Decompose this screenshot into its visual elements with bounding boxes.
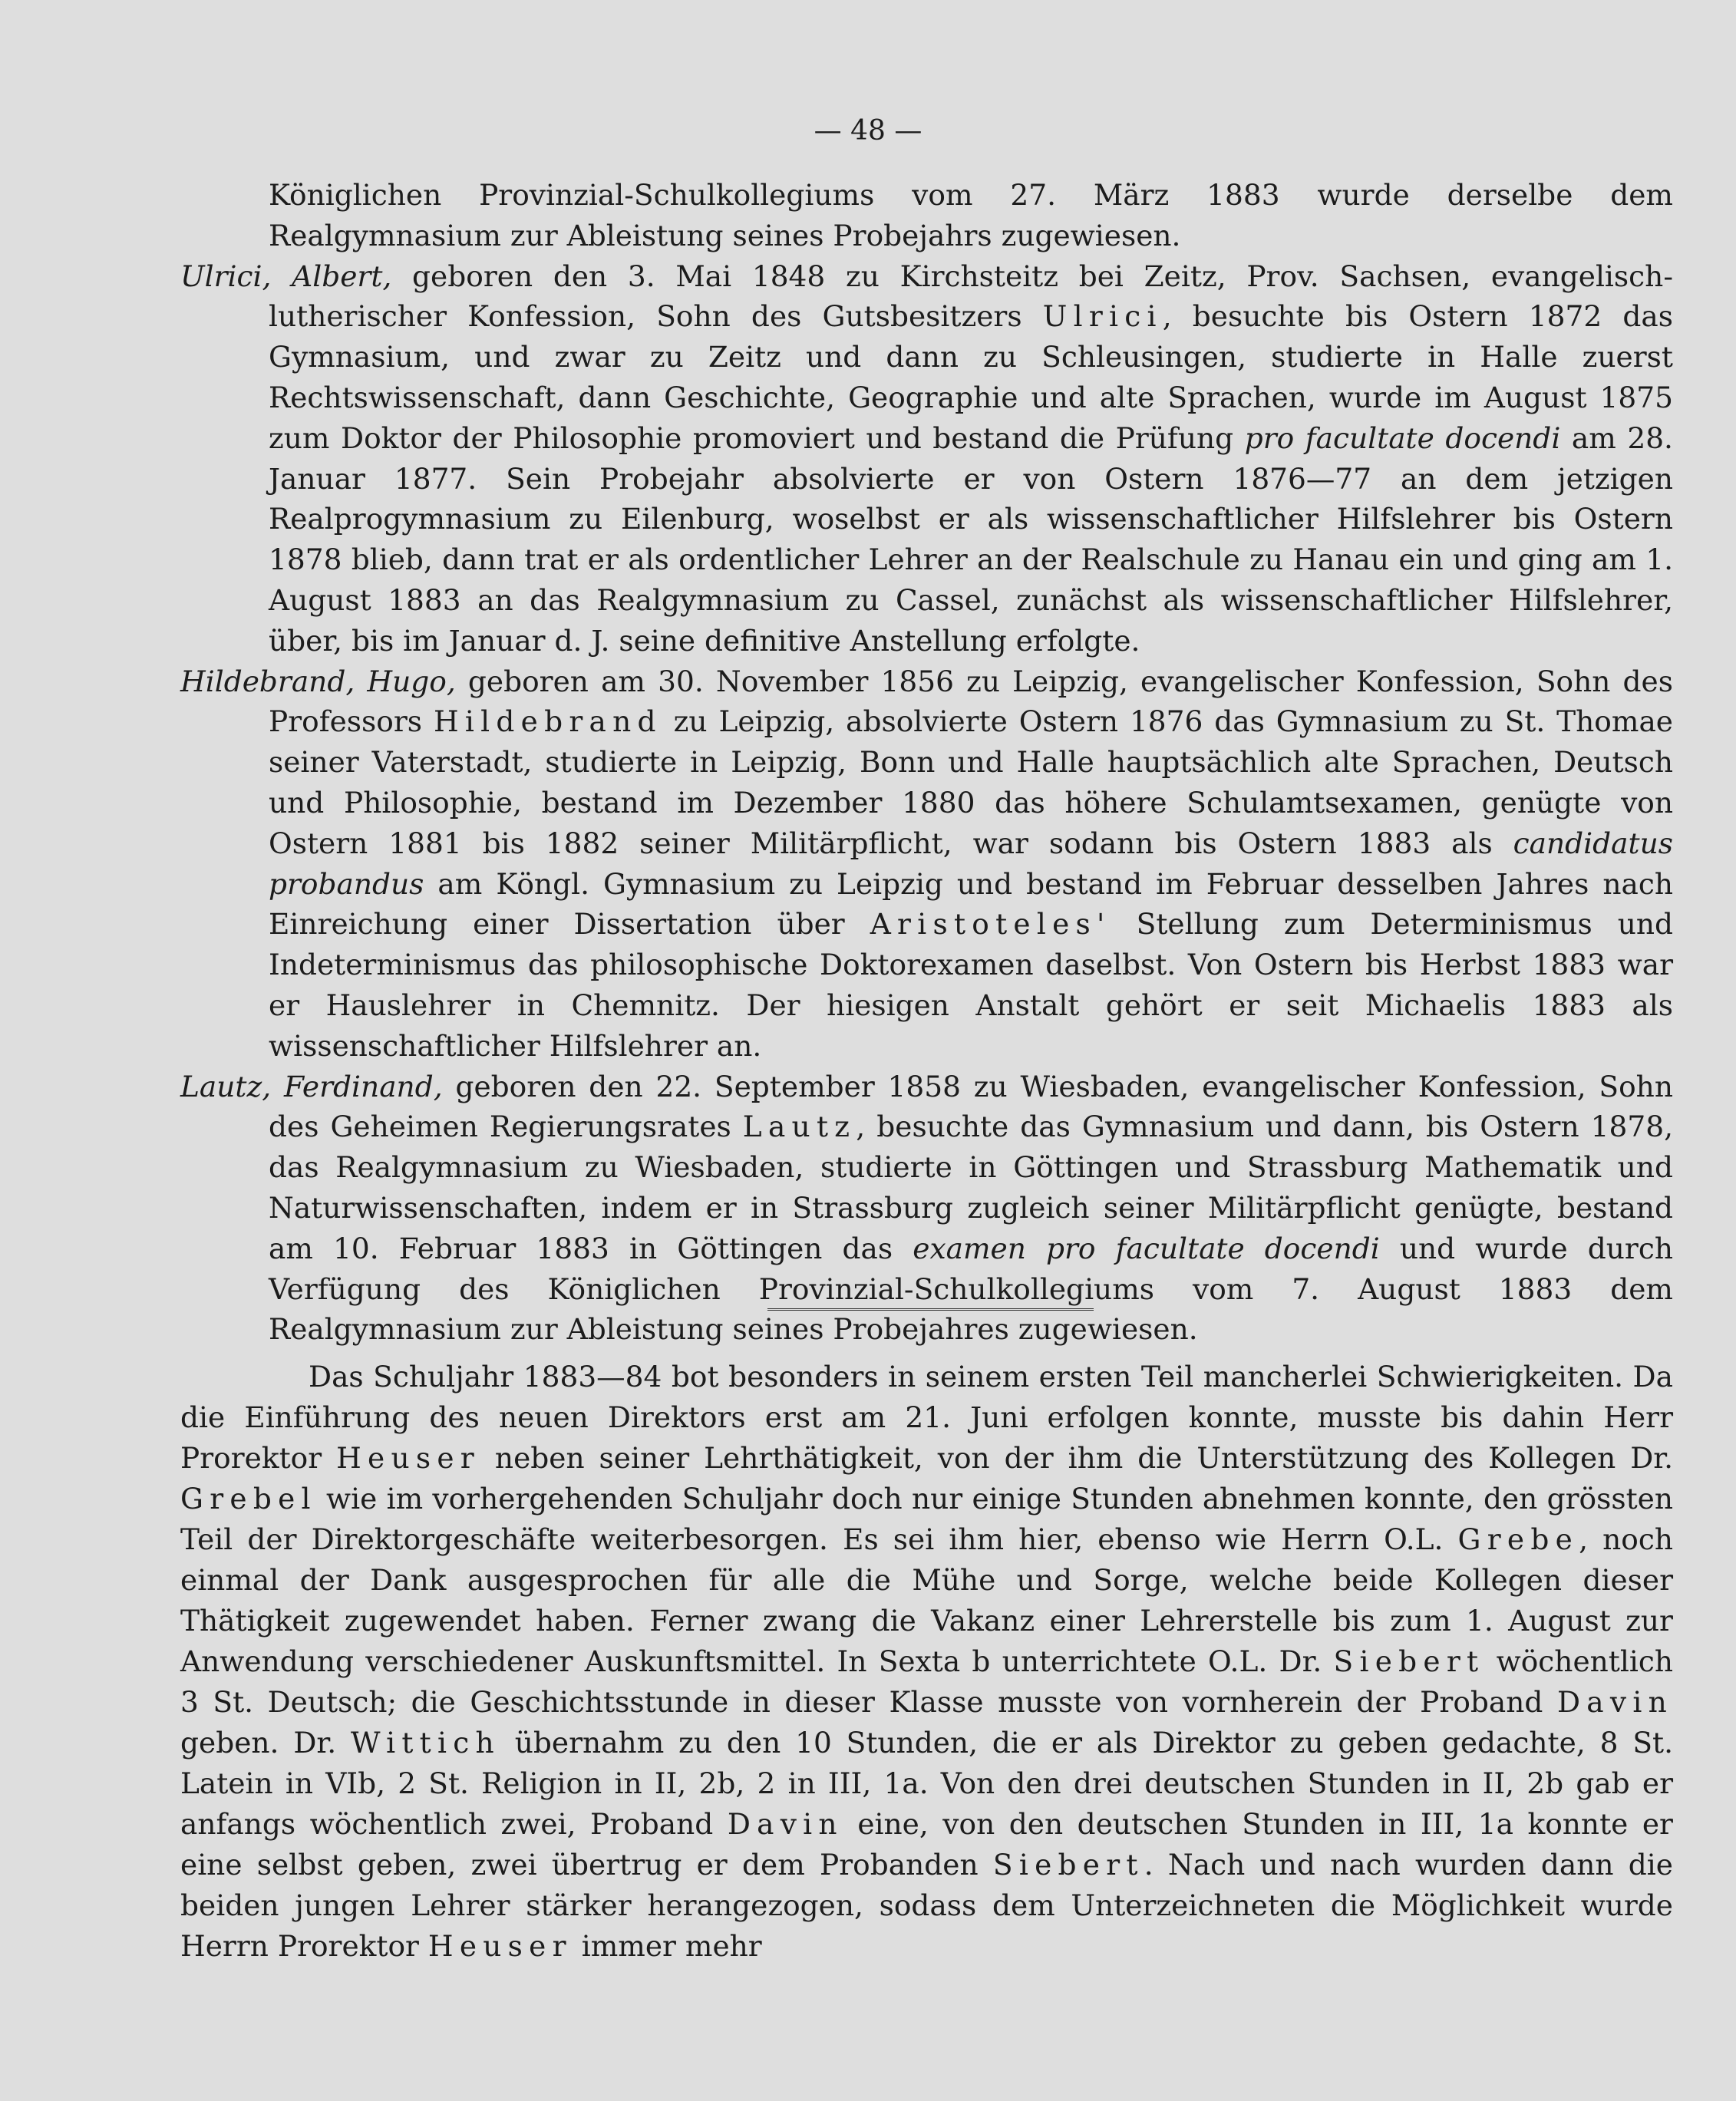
spaced-name: Grebel [180,1482,317,1516]
entry-text: zu Leipzig, absolvierte Ostern 1876 das Gymnasium zu St. Thomae seiner Vaterstadt, studierte in Leipzig, Bonn und Halle hauptsächlich alte Sprachen, Deutsch und Philosophie, bestand im Dezember 1880 das höhere Schulamtsexamen, genügte von Ostern 1881 bis 1882 seiner Militärpflicht, war sodann bis Ostern 1883 als [269,704,1673,860]
spaced-name: Hildebrand [433,704,662,739]
spaced-name: Davin [1556,1685,1673,1719]
paragraph-text: übernahm zu den 10 Stunden, die er als Direktor zu geben gedachte, 8 St. Latein in VIb, 2 St. Religion in II, 2b, 2 in III, 1a. Von den drei deutschen Stunden in II, 2b gab er anfangs wöchentlich zwei, Proband [180,1726,1673,1841]
paragraph-text: wöchentlich 3 St. Deutsch; die Geschichtsstunde in dieser Klasse musste von vornherein der Proband [180,1644,1673,1719]
paragraph-text: , noch einmal der Dank ausgesprochen für alle die Mühe und Sorge, welche beide Kollegen dieser Thätigkeit zugewendet haben. Ferner zwang die Vakanz einer Lehrerstelle bis zum 1. August zur Anwendung verschiedener Auskunftsmittel. In Sexta b unterrichtete O.L. Dr. [180,1522,1673,1678]
entry-text: , besuchte bis Ostern 1872 das Gymnasium, und zwar zu Zeitz und dann zu Schleusingen, studierte in Halle zuerst Rechtswissenschaft, dann Geschichte, Geographie und alte Sprachen, wurde im August 1875 zum Doktor der Philosophie promoviert und bestand die Prüfung [269,299,1673,455]
spaced-name: Ulrici [1042,299,1163,334]
entry-text: am 28. Januar 1877. Sein Probejahr absolvierte er von Ostern 1876—77 an dem jetzigen Realprogymnasium zu Eilenburg, woselbst er als wissenschaftlicher Hilfslehrer bis Ostern 1878 blieb, dann trat er als ordentlicher Lehrer an der Realschule zu Hanau ein und ging am 1. August 1883 an das Realgymnasium zu Cassel, zunächst als wissenschaftlicher Hilfslehrer, über, bis im Januar d. J. seine definitive Anstellung erfolgte. [269,421,1673,658]
paragraph-text: geben. Dr. [180,1726,351,1760]
spaced-name: Siebert [992,1848,1144,1882]
school-year-paragraph [180,1357,1673,1967]
entry-text: geboren den 3. Mai 1848 zu Kirchsteitz bei Zeitz, Prov. Sachsen, evangelisch-lutherischer Konfession, Sohn des Gutsbesitzers [269,259,1673,334]
spaced-name: Siebert [1333,1644,1485,1678]
entry-text: , besuchte das Gymnasium und dann, bis Ostern 1878, das Realgymnasium zu Wiesbaden, studierte in Göttingen und Strassburg Mathematik und Naturwissenschaften, indem er in Strassburg zugleich seiner Militärpflicht genügte, bestand am 10. Februar 1883 in Göttingen das [269,1110,1674,1265]
paragraph-text: eine, von den deutschen Stunden in III, 1a konnte er eine selbst geben, zwei übertrug er dem Probanden [180,1807,1673,1882]
entry-text: Stellung zum Determinismus und Indeterminismus das philosophische Doktorexamen daselbst. Von Ostern bis Herbst 1883 war er Hauslehrer in Chemnitz. Der hiesigen Anstalt gehört er seit Michaelis 1883 als wissenschaftlicher Hilfslehrer an. [269,907,1673,1063]
paragraph-text: neben seiner Lehrthätigkeit, von der ihm die Unterstützung des Kollegen Dr. [480,1441,1673,1475]
spaced-name: Davin [727,1807,843,1841]
spaced-name: Heuser [427,1929,573,1963]
entry-name: Ulrici, Albert, [180,259,392,293]
paragraph-text: Das Schuljahr 1883—84 bot besonders in seinem ersten Teil mancherlei Schwierigkeiten. Da die Einführung des neuen Direktors erst am 21. Juni erfolgen konnte, musste bis dahin Herr Prorektor [180,1360,1673,1475]
spaced-name: Wittich [350,1726,500,1760]
entry-text: geboren am 30. November 1856 zu Leipzig, evangelischer Konfession, Sohn des Professors [269,664,1673,739]
entry-name: Lautz, Ferdinand, [180,1069,443,1103]
intro-continuation: Königlichen Provinzial-Schulkollegiums vom 27. März 1883 wurde derselbe dem Realgymnasium zur Ableistung seines Probejahrs zugewiesen. [269,178,1673,252]
entry-text: am Köngl. Gymnasium zu Leipzig und bestand im Februar desselben Jahres nach Einreichung einer Dissertation über [269,866,1673,942]
entry-text: geboren den 22. September 1858 zu Wiesbaden, evangelischer Konfession, Sohn des Geheimen Regierungsrates [269,1069,1673,1144]
latin-phrase: examen pro facultate docendi [913,1231,1380,1265]
page-number: — 48 — [814,115,922,147]
section-divider [767,1308,1094,1311]
paragraph-text: immer mehr [572,1929,762,1963]
entry-ulrici [180,256,1673,661]
entry-text: und wurde durch Verfügung des Königlichen Provinzial-Schulkollegiums vom 7. August 1883 dem Realgymnasium zur Ableistung seines Probejahres zugewiesen. [269,1231,1674,1347]
spaced-name: Aristoteles' [870,907,1111,942]
entry-name: Hildebrand, Hugo, [180,664,456,698]
spaced-name: Grebe [1457,1522,1579,1556]
latin-phrase: pro facultate docendi [1244,421,1561,455]
entry-hildebrand [180,661,1673,1067]
paragraph-text: . Nach und nach wurden dann die beiden jungen Lehrer stärker herangezogen, sodass dem Unterzeichneten die Möglichkeit wurde Herrn Prorektor [180,1848,1673,1963]
spaced-name: Heuser [336,1441,480,1475]
spaced-name: Lautz [742,1110,856,1144]
entry-lautz [180,1067,1673,1351]
paragraph-text: wie im vorhergehenden Schuljahr doch nur einige Stunden abnehmen konnte, den grössten Teil der Direktorgeschäfte weiterbesorgen. Es sei ihm hier, ebenso wie Herrn O.L. [180,1482,1673,1556]
biography-section [180,175,1673,1350]
latin-phrase: candidatus probandus [269,826,1673,901]
